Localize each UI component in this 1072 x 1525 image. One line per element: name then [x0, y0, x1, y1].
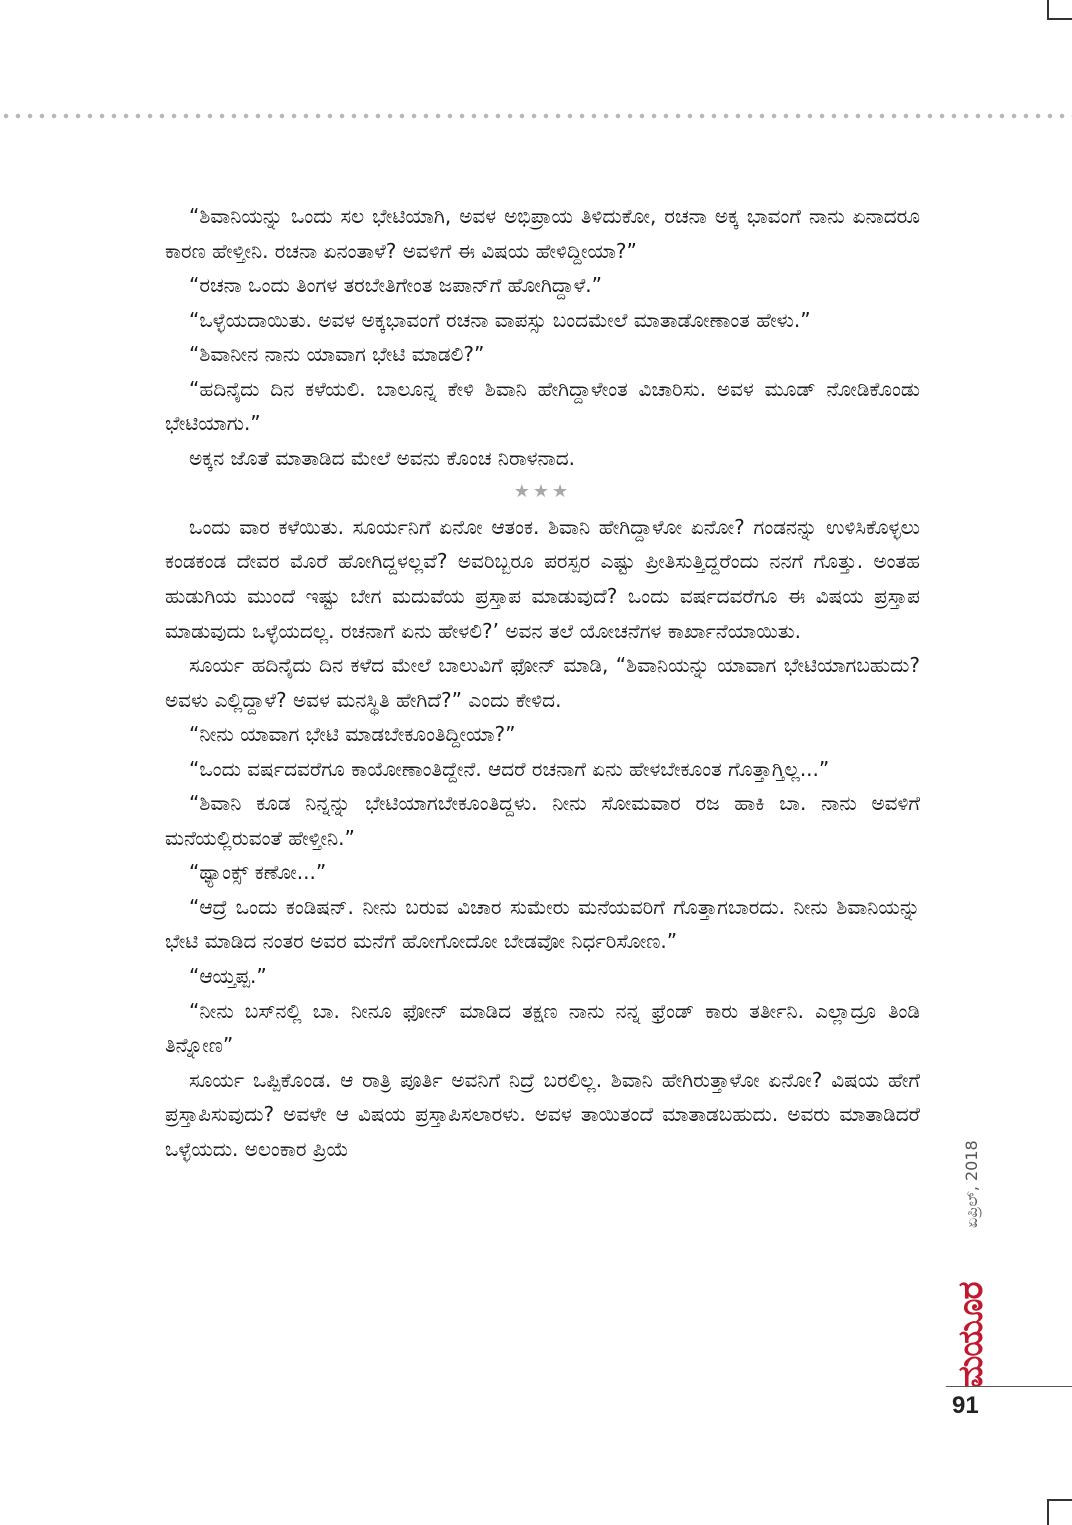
section-separator: ★★★	[513, 481, 572, 503]
paragraph: ಸೂರ್ಯ ಒಪ್ಪಿಕೊಂಡ. ಆ ರಾತ್ರಿ ಪೂರ್ತಿ ಅವನಿಗೆ ನಿದ್ರೆ ಬರಲಿಲ್ಲ. ಶಿವಾನಿ ಹೇಗಿರುತ್ತಾಳೋ ಏನೋ? ವಿಷಯ ಹೇಗೆ ಪ್ರಸ್ತಾಪಿಸುವುದು? ಅವಳೇ ಆ ವಿಷಯ ಪ್ರಸ್ತಾಪಿಸಲಾರಳು. ಅವಳ ತಾಯಿತಂದೆ ಮಾತಾಡಬಹುದು. ಅವರು ಮಾತಾಡಿದರೆ ಒಳ್ಳೆಯದು. ಅಲಂಕಾರ ಪ್ರಿಯೆ	[165, 1067, 920, 1161]
page-number: 91	[952, 1392, 979, 1419]
paragraph: “ಶಿವಾನೀನ ನಾನು ಯಾವಾಗ ಭೇಟಿ ಮಾಡಲಿ?”	[189, 342, 485, 367]
footer-rule	[946, 1386, 1072, 1387]
crop-mark-bottom	[1047, 1499, 1072, 1525]
magazine-logo: ಮಯೂರ	[951, 1282, 991, 1388]
crop-mark-top	[1047, 0, 1072, 20]
dotted-divider	[0, 112, 1072, 120]
paragraph: “ನೀನು ಬಸ್‌ನಲ್ಲಿ ಬಾ. ನೀನೂ ಫೋನ್ ಮಾಡಿದ ತಕ್ಷಣ ನಾನು ನನ್ನ ಫ್ರೆಂಡ್ ಕಾರು ತರ್ತೀನಿ. ಎಲ್ಲಾದ್ರೂ ತಿಂಡಿ ತಿನ್ನೋಣ”	[165, 998, 920, 1058]
article-body	[165, 199, 920, 1166]
paragraph: “ಆದ್ರೆ ಒಂದು ಕಂಡಿಷನ್. ನೀನು ಬರುವ ವಿಚಾರ ಸುಮೇರು ಮನೆಯವರಿಗೆ ಗೊತ್ತಾಗಬಾರದು. ನೀನು ಶಿವಾನಿಯನ್ನು ಭೇಟಿ ಮಾಡಿದ ನಂತರ ಅವರ ಮನೆಗೆ ಹೋಗೋದೋ ಬೇಡವೋ ನಿರ್ಧರಿಸೋಣ.”	[165, 894, 920, 954]
issue-date: ಏಪ್ರಿಲ್, 2018	[962, 1140, 981, 1228]
paragraph: “ರಚನಾ ಒಂದು ತಿಂಗಳ ತರಬೇತಿಗೇಂತ ಜಪಾನ್‌ಗೆ ಹೋಗಿದ್ದಾಳೆ.”	[189, 273, 602, 298]
paragraph: “ಒಂದು ವರ್ಷದವರೆಗೂ ಕಾಯೋಣಾಂತಿದ್ದೇನೆ. ಆದರೆ ರಚನಾಗೆ ಏನು ಹೇಳಬೇಕೂಂತ ಗೊತ್ತಾಗ್ತಿಲ್ಲ...”	[189, 756, 830, 781]
paragraph: ಒಂದು ವಾರ ಕಳೆಯಿತು. ಸೂರ್ಯನಿಗೆ ಏನೋ ಆತಂಕ. ಶಿವಾನಿ ಹೇಗಿದ್ದಾಳೋ ಏನೋ? ಗಂಡನನ್ನು ಉಳಿಸಿಕೊಳ್ಳಲು ಕಂಡಕಂಡ ದೇವರ ಮೊರೆ ಹೋಗಿದ್ದಳಲ್ಲವೆ? ಅವರಿಬ್ಬರೂ ಪರಸ್ಪರ ಎಷ್ಟು ಪ್ರೀತಿಸುತ್ತಿದ್ದರೆಂದು ನನಗೆ ಗೊತ್ತು. ಅಂತಹ ಹುಡುಗಿಯ ಮುಂದೆ ಇಷ್ಟು ಬೇಗ ಮದುವೆಯ ಪ್ರಸ್ತಾಪ ಮಾಡುವುದೆ? ಒಂದು ವರ್ಷದವರೆಗೂ ಈ ವಿಷಯ ಪ್ರಸ್ತಾಪ ಮಾಡುವುದು ಒಳ್ಳೆಯದಲ್ಲ. ರಚನಾಗೆ ಏನು ಹೇಳಲಿ?’ ಅವನ ತಲೆ ಯೋಚನೆಗಳ ಕಾರ್ಖಾನೆಯಾಯಿತು.	[165, 514, 920, 643]
paragraph: “ಆಯ್ತಪ್ಪ.”	[189, 964, 267, 989]
paragraph: “ಥ್ಯಾಂಕ್ಸ್ ಕಣೋ...”	[189, 860, 327, 885]
paragraph: “ಹದಿನೈದು ದಿನ ಕಳೆಯಲಿ. ಬಾಲೂನ್ನ ಕೇಳಿ ಶಿವಾನಿ ಹೇಗಿದ್ದಾಳೇಂತ ವಿಚಾರಿಸು. ಅವಳ ಮೂಡ್ ನೋಡಿಕೊಂಡು ಭೇಟಿಯಾಗು.”	[165, 376, 920, 436]
paragraph: ಸೂರ್ಯ ಹದಿನೈದು ದಿನ ಕಳೆದ ಮೇಲೆ ಬಾಲುವಿಗೆ ಫೋನ್ ಮಾಡಿ, “ಶಿವಾನಿಯನ್ನು ಯಾವಾಗ ಭೇಟಿಯಾಗಬಹುದು? ಅವಳು ಎಲ್ಲಿದ್ದಾಳೆ? ಅವಳ ಮನಸ್ಥಿತಿ ಹೇಗಿದೆ?” ಎಂದು ಕೇಳಿದ.	[165, 653, 920, 712]
paragraph: “ನೀನು ಯಾವಾಗ ಭೇಟಿ ಮಾಡಬೇಕೂಂತಿದ್ದೀಯಾ?”	[189, 722, 516, 747]
magazine-sidebar	[935, 1098, 1005, 1388]
paragraph: ಅಕ್ಕನ ಜೊತೆ ಮಾತಾಡಿದ ಮೇಲೆ ಅವನು ಕೊಂಚ ನಿರಾಳನಾದ.	[189, 445, 576, 470]
paragraph: “ಶಿವಾನಿಯನ್ನು ಒಂದು ಸಲ ಭೇಟಿಯಾಗಿ, ಅವಳ ಅಭಿಪ್ರಾಯ ತಿಳಿದುಕೋ, ರಚನಾ ಅಕ್ಕ ಭಾವಂಗೆ ನಾನು ಏನಾದರೂ ಕಾರಣ ಹೇಳ್ತೀನಿ. ರಚನಾ ಏನಂತಾಳೆ? ಅವಳಿಗೆ ಈ ವಿಷಯ ಹೇಳಿದ್ದೀಯಾ?”	[165, 204, 920, 263]
paragraph: “ಒಳ್ಳೆಯದಾಯಿತು. ಅವಳ ಅಕ್ಕಭಾವಂಗೆ ರಚನಾ ವಾಪಸ್ಸು ಬಂದಮೇಲೆ ಮಾತಾಡೋಣಾಂತ ಹೇಳು.”	[189, 307, 811, 332]
paragraph: “ಶಿವಾನಿ ಕೂಡ ನಿನ್ನನ್ನು ಭೇಟಿಯಾಗಬೇಕೂಂತಿದ್ದಳು. ನೀನು ಸೋಮವಾರ ರಜ ಹಾಕಿ ಬಾ. ನಾನು ಅವಳಿಗೆ ಮನೆಯಲ್ಲಿರುವಂತೆ ಹೇಳ್ತೀನಿ.”	[165, 791, 920, 850]
